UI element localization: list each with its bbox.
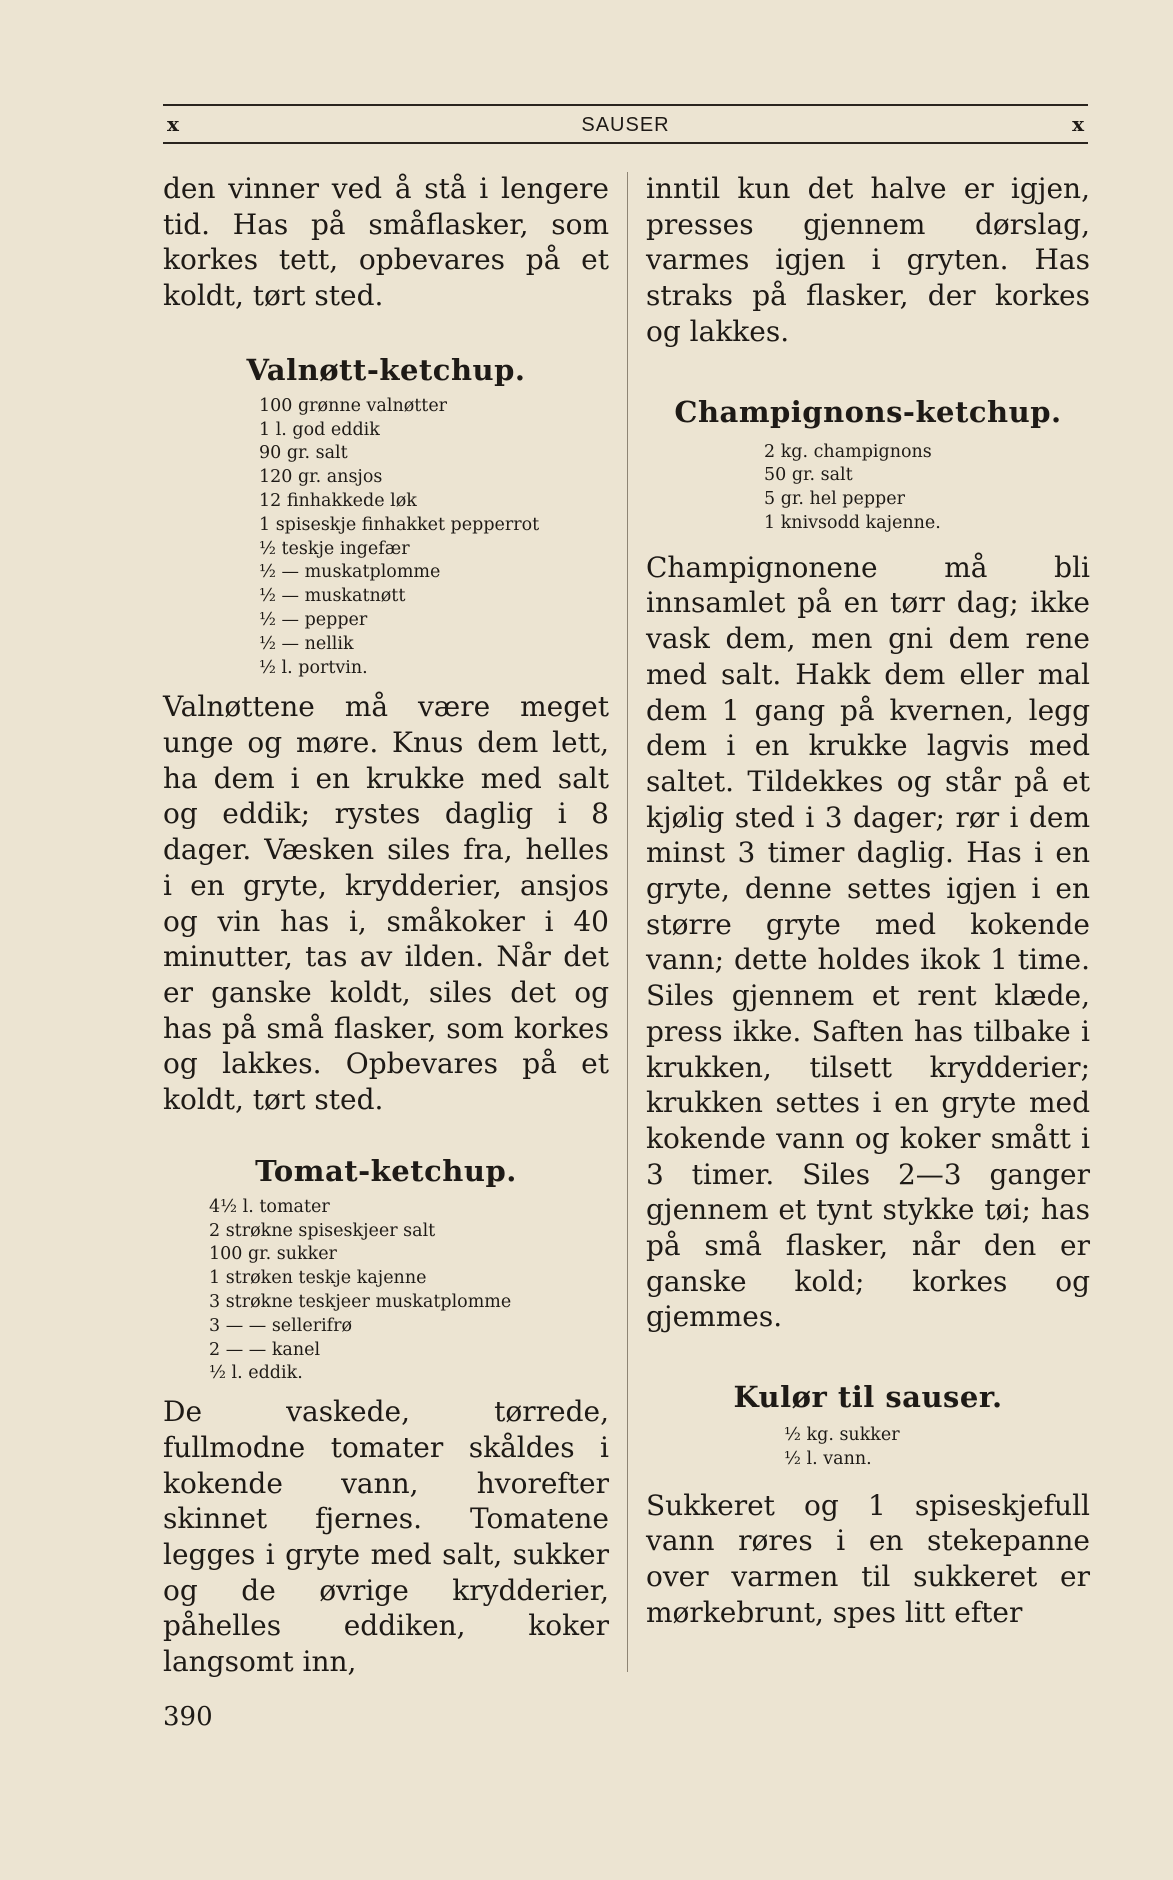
recipe-title-champignons: Champignons-ketchup. [674, 394, 1062, 429]
header-ornament-left: x [167, 112, 179, 136]
ingredient-item: 100 gr. sukker [209, 1244, 337, 1265]
column-divider [627, 172, 628, 1672]
ingredient-item: ½ l. eddik. [209, 1363, 303, 1384]
left-column [163, 171, 609, 1680]
ingredient-item: ½ — pepper [259, 609, 368, 630]
right-column [646, 171, 1090, 1631]
ingredient-list-kulor [646, 1424, 1090, 1472]
ingredient-item: 3 — — sellerifrø [209, 1315, 353, 1336]
running-head-title: SAUSER [581, 114, 670, 136]
header-ornament-right: x [1072, 112, 1084, 136]
ingredient-list-valnott [163, 395, 609, 681]
method-paragraph-valnott: Valnøttene må være meget unge og møre. Knus dem lett, ha dem i en krukke med salt og eddik; rystes daglig i 8 dager. Væsken siles fra, helles i en gryte, krydderier, ansjos og vin has i, småkoker i 40 minutter, tas av ilden. Når det er ganske koldt, siles det og has på små flasker, som korkes og lakkes. Opbevares på et koldt, tørt sted. [163, 690, 609, 1117]
recipe-title-valnott: Valnøtt-ketchup. [246, 352, 526, 387]
ingredient-item: ½ kg. sukker [784, 1425, 900, 1446]
ingredient-item: ½ — muskatplomme [259, 562, 441, 583]
ingredient-item: 1 knivsodd kajenne. [764, 512, 941, 533]
ingredient-item: ½ l. vann. [784, 1448, 872, 1469]
recipe-title-kulor: Kulør til sauser. [733, 1380, 1003, 1415]
ingredient-list-tomat [163, 1196, 609, 1386]
intro-paragraph: den vinner ved å stå i lengere tid. Has på småflasker, som korkes tett, opbevares på et koldt, tørt sted. [163, 172, 609, 313]
ingredient-item: 100 grønne valnøtter [259, 395, 448, 416]
ingredient-item: 1 l. god eddik [259, 419, 380, 440]
running-header [163, 104, 1088, 144]
ingredient-item: ½ l. portvin. [259, 657, 368, 678]
page-number: 390 [163, 1702, 213, 1732]
method-paragraph-tomat: De vaskede, tørrede, fullmodne tomater skåldes i kokende vann, hvorefter skinnet fjernes. Tomatene legges i gryte med salt, sukker og de øvrige krydderier, påhelles eddiken, koker langsomt inn, [163, 1395, 609, 1679]
ingredient-item: 2 — — kanel [209, 1339, 321, 1360]
ingredient-item: 50 gr. salt [764, 465, 853, 486]
ingredient-item: 2 kg. champignons [764, 441, 932, 462]
ingredient-item: 1 strøken teskje kajenne [209, 1268, 427, 1289]
ingredient-item: 1 spiseskje finhakket pepperrot [259, 514, 540, 535]
ingredient-item: 120 gr. ansjos [259, 467, 383, 488]
ingredient-item: 4½ l. tomater [209, 1196, 330, 1217]
ingredient-item: 2 strøkne spiseskjeer salt [209, 1220, 436, 1241]
ingredient-item: 5 gr. hel pepper [764, 489, 905, 510]
ingredient-item: 12 finhakkede løk [259, 491, 417, 511]
method-paragraph-kulor: Sukkeret og 1 spiseskjefull vann røres i en stekepanne over varmen til sukkeret er mørkebrunt, spes litt efter [646, 1488, 1090, 1629]
ingredient-item: ½ — muskatnøtt [259, 586, 406, 607]
ingredient-item: ½ teskje ingefær [259, 538, 410, 559]
ingredient-item: 3 strøkne teskjeer muskatplomme [209, 1292, 512, 1312]
ingredient-list-champignons [646, 441, 1090, 536]
recipe-title-tomat: Tomat-ketchup. [255, 1153, 517, 1188]
ingredient-item: ½ — nellik [259, 633, 354, 654]
ingredient-item: 90 gr. salt [259, 443, 348, 464]
continuation-paragraph: inntil kun det halve er igjen, presses gjennem dørslag, varmes igjen i gryten. Has straks på flasker, der korkes og lakkes. [646, 172, 1090, 348]
method-paragraph-champignons: Champignonene må bli innsamlet på en tørr dag; ikke vask dem, men gni dem rene med salt. Hakk dem eller mal dem 1 gang på kvernen, legg dem i en krukke lagvis med saltet. Tildekkes og står på et kjølig sted i 3 dager; rør i dem minst 3 timer daglig. Has i en gryte, denne settes igjen i en større gryte med kokende vann; dette holdes ikok 1 time. Siles gjennem et rent klæde, press ikke. Saften has tilbake i krukken, tilsett krydderier; krukken settes i en gryte med kokende vann og koker smått i 3 timer. Siles 2—3 ganger gjennem et tynt stykke tøi; has på små flasker, når den er ganske kold; korkes og gjemmes. [646, 550, 1090, 1334]
